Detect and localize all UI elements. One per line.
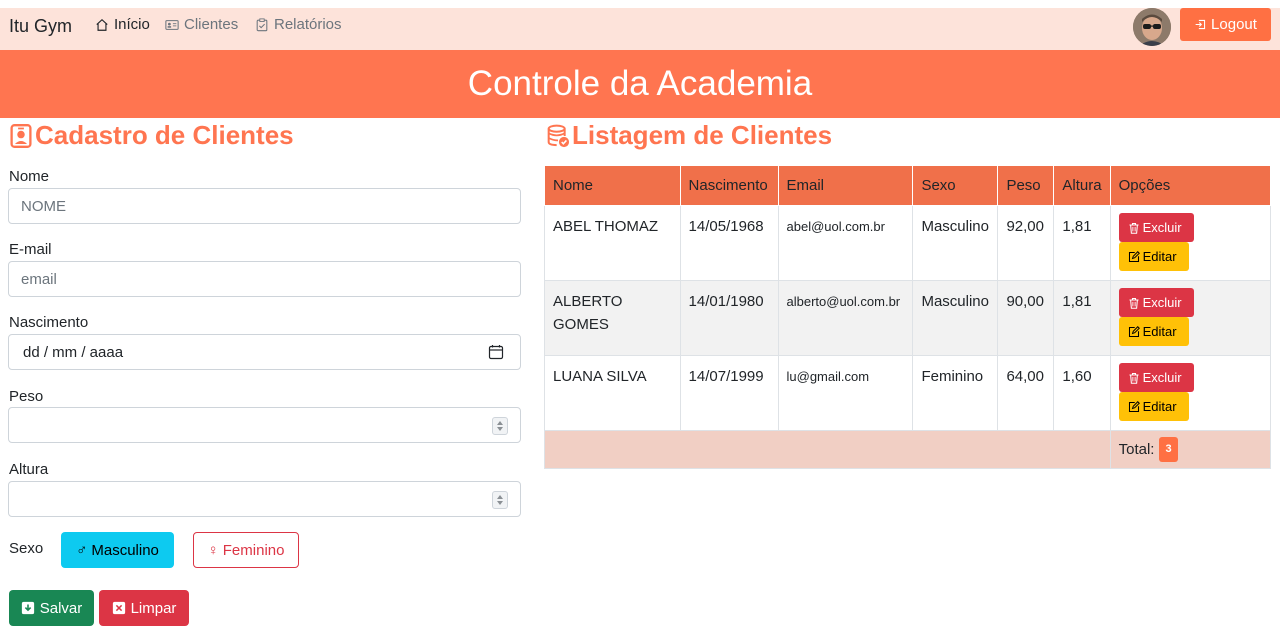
column-header: Opções xyxy=(1110,166,1270,206)
logout-label: Logout xyxy=(1211,16,1257,33)
pencil-square-icon xyxy=(1128,326,1140,338)
house-icon xyxy=(95,18,109,32)
cell-sexo: Feminino xyxy=(913,356,998,431)
nav-link-label: Clientes xyxy=(184,16,239,33)
editar-label: Editar xyxy=(1142,399,1177,414)
page-banner xyxy=(0,50,1280,118)
cell-opcoes xyxy=(1110,206,1270,281)
cell-peso: 92,00 xyxy=(998,206,1054,281)
avatar[interactable] xyxy=(1133,8,1171,46)
nascimento-date-input[interactable] xyxy=(8,334,521,370)
email-placeholder: email xyxy=(21,271,57,288)
nome-input[interactable] xyxy=(8,188,521,224)
nome-placeholder: NOME xyxy=(21,198,66,215)
nome-label: Nome xyxy=(9,168,50,185)
cell-nome: LUANA SILVA xyxy=(545,356,681,431)
salvar-button[interactable] xyxy=(9,590,94,626)
editar-label: Editar xyxy=(1142,249,1177,264)
limpar-button[interactable] xyxy=(99,590,189,626)
user-photo xyxy=(1133,8,1171,46)
cell-altura: 1,81 xyxy=(1054,206,1110,281)
cell-email: alberto@uol.com.br xyxy=(778,281,913,356)
masculino-label: Masculino xyxy=(91,541,159,559)
cell-altura: 1,60 xyxy=(1054,356,1110,431)
pencil-square-icon xyxy=(1128,401,1140,413)
table-row xyxy=(545,281,1271,356)
box-arrow-in-right-icon xyxy=(1194,18,1207,31)
database-check-icon xyxy=(546,123,570,149)
excluir-button[interactable] xyxy=(1119,213,1194,242)
editar-label: Editar xyxy=(1142,324,1177,339)
feminino-label: Feminino xyxy=(222,541,285,559)
cell-sexo: Masculino xyxy=(913,281,998,356)
excluir-label: Excluir xyxy=(1142,370,1182,385)
nav-link-clientes[interactable] xyxy=(165,16,238,33)
cell-nome: ALBERTO GOMES xyxy=(545,281,681,356)
logout-button[interactable] xyxy=(1180,8,1271,41)
excluir-button[interactable] xyxy=(1119,288,1194,317)
excluir-button[interactable] xyxy=(1119,363,1194,392)
table-footer-row xyxy=(545,431,1271,469)
excluir-label: Excluir xyxy=(1142,220,1182,235)
brand[interactable]: Itu Gym xyxy=(9,16,73,36)
footer-spacer xyxy=(545,431,1111,469)
cell-nascimento: 14/07/1999 xyxy=(680,356,778,431)
person-card-icon xyxy=(165,18,179,32)
form-title-text: Cadastro de Clientes xyxy=(35,120,294,150)
feminino-button[interactable] xyxy=(193,532,299,568)
salvar-label: Salvar xyxy=(39,599,83,617)
calendar-icon[interactable] xyxy=(488,344,504,360)
altura-label: Altura xyxy=(9,461,49,478)
form-title xyxy=(9,120,294,151)
x-square-icon xyxy=(112,601,126,615)
cell-email: abel@uol.com.br xyxy=(778,206,913,281)
total-cell xyxy=(1110,431,1270,469)
altura-number-input[interactable] xyxy=(8,481,521,517)
pencil-square-icon xyxy=(1128,251,1140,263)
listing-title-text: Listagem de Clientes xyxy=(572,120,833,150)
excluir-label: Excluir xyxy=(1142,295,1182,310)
trash-icon xyxy=(1128,297,1140,309)
trash-icon xyxy=(1128,222,1140,234)
cell-peso: 90,00 xyxy=(998,281,1054,356)
column-header[interactable]: Peso xyxy=(998,166,1054,206)
cell-altura: 1,81 xyxy=(1054,281,1110,356)
person-badge-icon xyxy=(9,123,33,149)
column-header[interactable]: Nascimento xyxy=(680,166,778,206)
listing-title xyxy=(546,120,832,151)
nascimento-value: dd / mm / aaaa xyxy=(23,344,124,361)
column-header[interactable]: Nome xyxy=(545,166,681,206)
peso-spinner[interactable] xyxy=(492,417,508,435)
total-label: Total: xyxy=(1118,441,1155,458)
page-title: Controle da Academia xyxy=(467,64,813,103)
nav-link-relatorios[interactable] xyxy=(255,16,342,33)
cell-peso: 64,00 xyxy=(998,356,1054,431)
save-download-icon xyxy=(21,601,35,615)
trash-icon xyxy=(1128,372,1140,384)
sexo-label: Sexo xyxy=(9,540,44,557)
editar-button[interactable] xyxy=(1119,392,1189,421)
masculino-button[interactable] xyxy=(61,532,174,568)
nascimento-label: Nascimento xyxy=(9,314,89,331)
nav-link-label: Relatórios xyxy=(274,16,342,33)
table-row xyxy=(545,356,1271,431)
cell-nome: ABEL THOMAZ xyxy=(545,206,681,281)
table-row xyxy=(545,206,1271,281)
clients-table xyxy=(544,165,1271,469)
cell-nascimento: 14/05/1968 xyxy=(680,206,778,281)
peso-label: Peso xyxy=(9,388,44,405)
cell-opcoes xyxy=(1110,281,1270,356)
column-header[interactable]: Email xyxy=(778,166,913,206)
cell-email: lu@gmail.com xyxy=(778,356,913,431)
table-header-row xyxy=(545,166,1271,206)
email-input[interactable] xyxy=(8,261,521,297)
editar-button[interactable] xyxy=(1119,242,1189,271)
navbar xyxy=(0,8,1280,50)
cell-opcoes xyxy=(1110,356,1270,431)
cell-nascimento: 14/01/1980 xyxy=(680,281,778,356)
female-icon: ♀ xyxy=(207,541,219,559)
email-label: E-mail xyxy=(9,241,52,258)
column-header[interactable]: Sexo xyxy=(913,166,998,206)
cell-sexo: Masculino xyxy=(913,206,998,281)
total-count-badge: 3 xyxy=(1159,437,1177,462)
column-header[interactable]: Altura xyxy=(1054,166,1110,206)
editar-button[interactable] xyxy=(1119,317,1189,346)
clipboard-check-icon xyxy=(255,18,269,32)
altura-spinner[interactable] xyxy=(492,491,508,509)
peso-number-input[interactable] xyxy=(8,407,521,443)
male-icon: ♂ xyxy=(76,541,88,559)
limpar-label: Limpar xyxy=(130,599,177,617)
nav-link-inicio[interactable] xyxy=(95,16,150,33)
nav-link-label: Início xyxy=(114,16,150,33)
